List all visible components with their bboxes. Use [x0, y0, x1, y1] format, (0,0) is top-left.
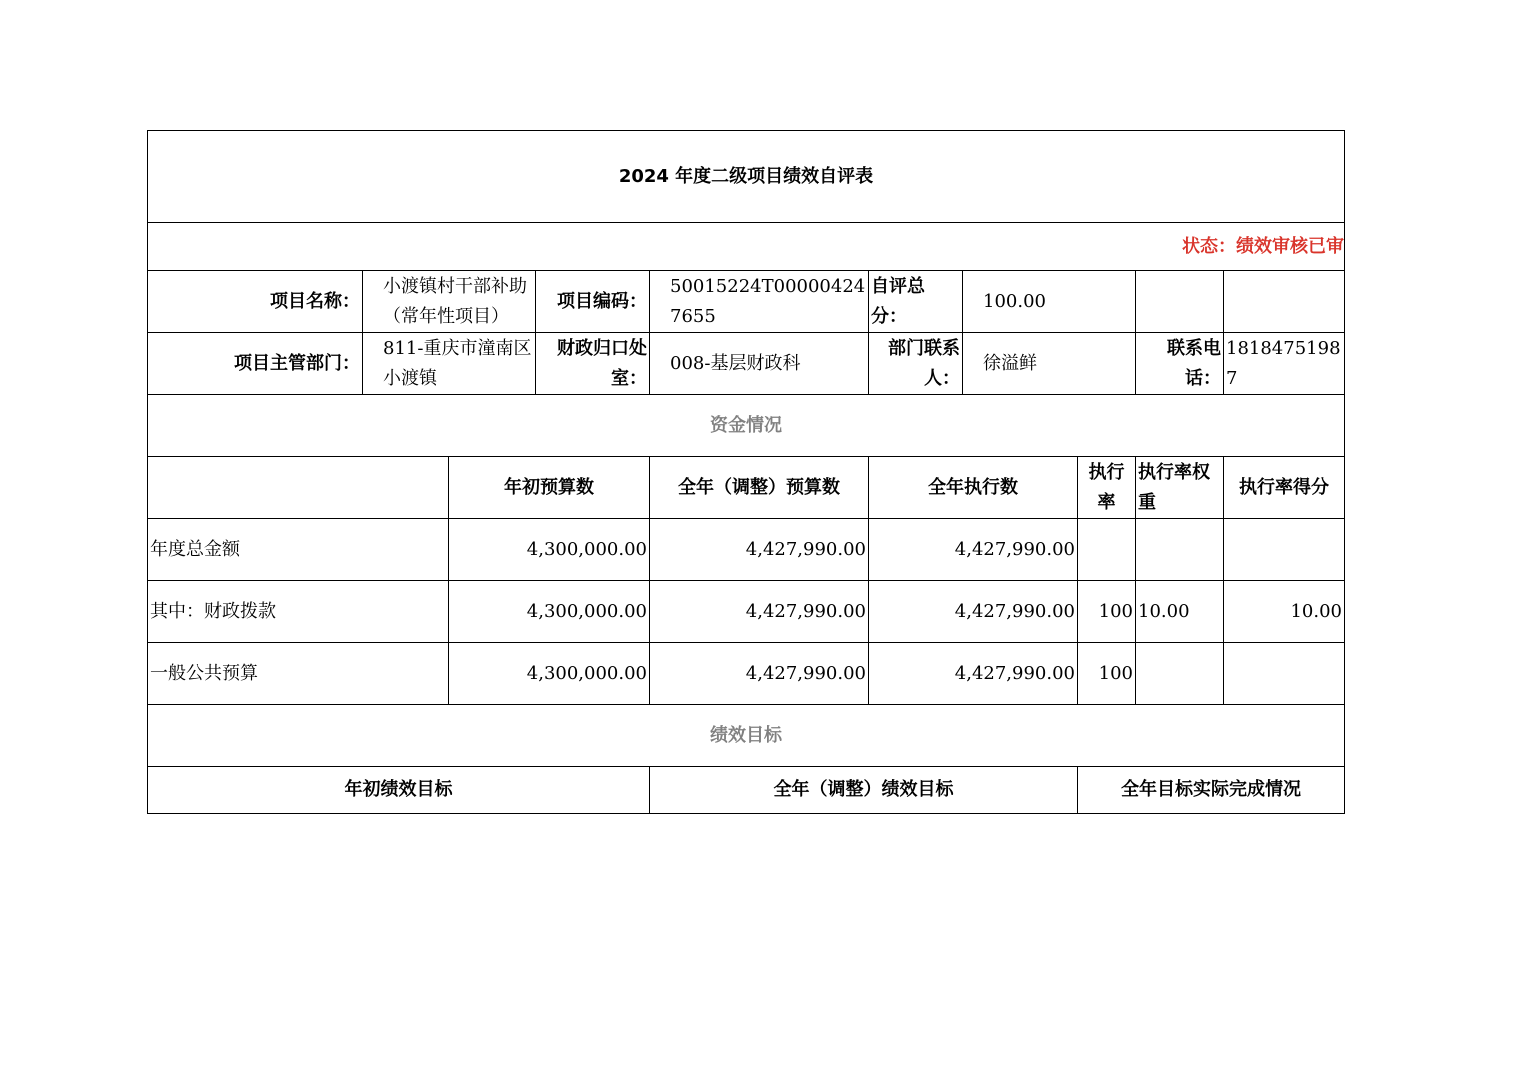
empty-cell: [1224, 271, 1345, 333]
finance-office-label: 财政归口处室：: [536, 333, 650, 395]
adjusted-budget-cell: 4,427,990.00: [650, 643, 869, 705]
funds-header-blank: [148, 457, 449, 519]
table-row: [148, 581, 1345, 643]
executed-cell: 4,427,990.00: [869, 643, 1078, 705]
goals-header-initial: 年初绩效目标: [148, 767, 650, 814]
initial-budget-cell: 4,300,000.00: [449, 643, 650, 705]
project-code-label: 项目编码：: [536, 271, 650, 333]
adjusted-budget-cell: 4,427,990.00: [650, 519, 869, 581]
project-name-label: 项目名称：: [148, 271, 363, 333]
execution-rate-cell: 100: [1078, 643, 1136, 705]
phone-value: 18184751987: [1224, 333, 1345, 395]
funds-header-adjusted-budget: 全年（调整）预算数: [650, 457, 869, 519]
adjusted-budget-cell: 4,427,990.00: [650, 581, 869, 643]
execution-rate-cell: 100: [1078, 581, 1136, 643]
funds-header-rate-weight: 执行率权重: [1136, 457, 1224, 519]
executed-cell: 4,427,990.00: [869, 581, 1078, 643]
department-value: 811-重庆市潼南区小渡镇: [363, 333, 536, 395]
goals-header-actual: 全年目标实际完成情况: [1078, 767, 1345, 814]
score-label: 自评总分：: [869, 271, 963, 333]
funds-header-executed: 全年执行数: [869, 457, 1078, 519]
goals-header-adjusted: 全年（调整）绩效目标: [650, 767, 1078, 814]
empty-cell: [1136, 271, 1224, 333]
contact-label: 部门联系人：: [869, 333, 963, 395]
phone-label: 联系电话：: [1136, 333, 1224, 395]
executed-cell: 4,427,990.00: [869, 519, 1078, 581]
rate-weight-cell: [1136, 643, 1224, 705]
project-code-value: 50015224T000004247655: [650, 271, 869, 333]
table-row: [148, 519, 1345, 581]
page-title: 2024 年度二级项目绩效自评表: [148, 131, 1345, 223]
rate-score-cell: 10.00: [1224, 581, 1345, 643]
table-row: [148, 643, 1345, 705]
performance-evaluation-table: [147, 130, 1345, 814]
status-badge: 状态：绩效审核已审: [148, 223, 1345, 271]
rate-weight-cell: [1136, 519, 1224, 581]
rate-score-cell: [1224, 519, 1345, 581]
funds-section-title: 资金情况: [148, 395, 1345, 457]
initial-budget-cell: 4,300,000.00: [449, 519, 650, 581]
rate-weight-cell: 10.00: [1136, 581, 1224, 643]
execution-rate-cell: [1078, 519, 1136, 581]
contact-value: 徐溢鲜: [963, 333, 1136, 395]
funds-header-rate-score: 执行率得分: [1224, 457, 1345, 519]
score-value: 100.00: [963, 271, 1136, 333]
funds-header-initial-budget: 年初预算数: [449, 457, 650, 519]
funds-header-execution-rate: 执行率: [1078, 457, 1136, 519]
finance-office-value: 008-基层财政科: [650, 333, 869, 395]
rate-score-cell: [1224, 643, 1345, 705]
row-label: 年度总金额: [148, 519, 449, 581]
project-name-value: 小渡镇村干部补助（常年性项目）: [363, 271, 536, 333]
row-label: 其中：财政拨款: [148, 581, 449, 643]
initial-budget-cell: 4,300,000.00: [449, 581, 650, 643]
department-label: 项目主管部门：: [148, 333, 363, 395]
goals-section-title: 绩效目标: [148, 705, 1345, 767]
row-label: 一般公共预算: [148, 643, 449, 705]
